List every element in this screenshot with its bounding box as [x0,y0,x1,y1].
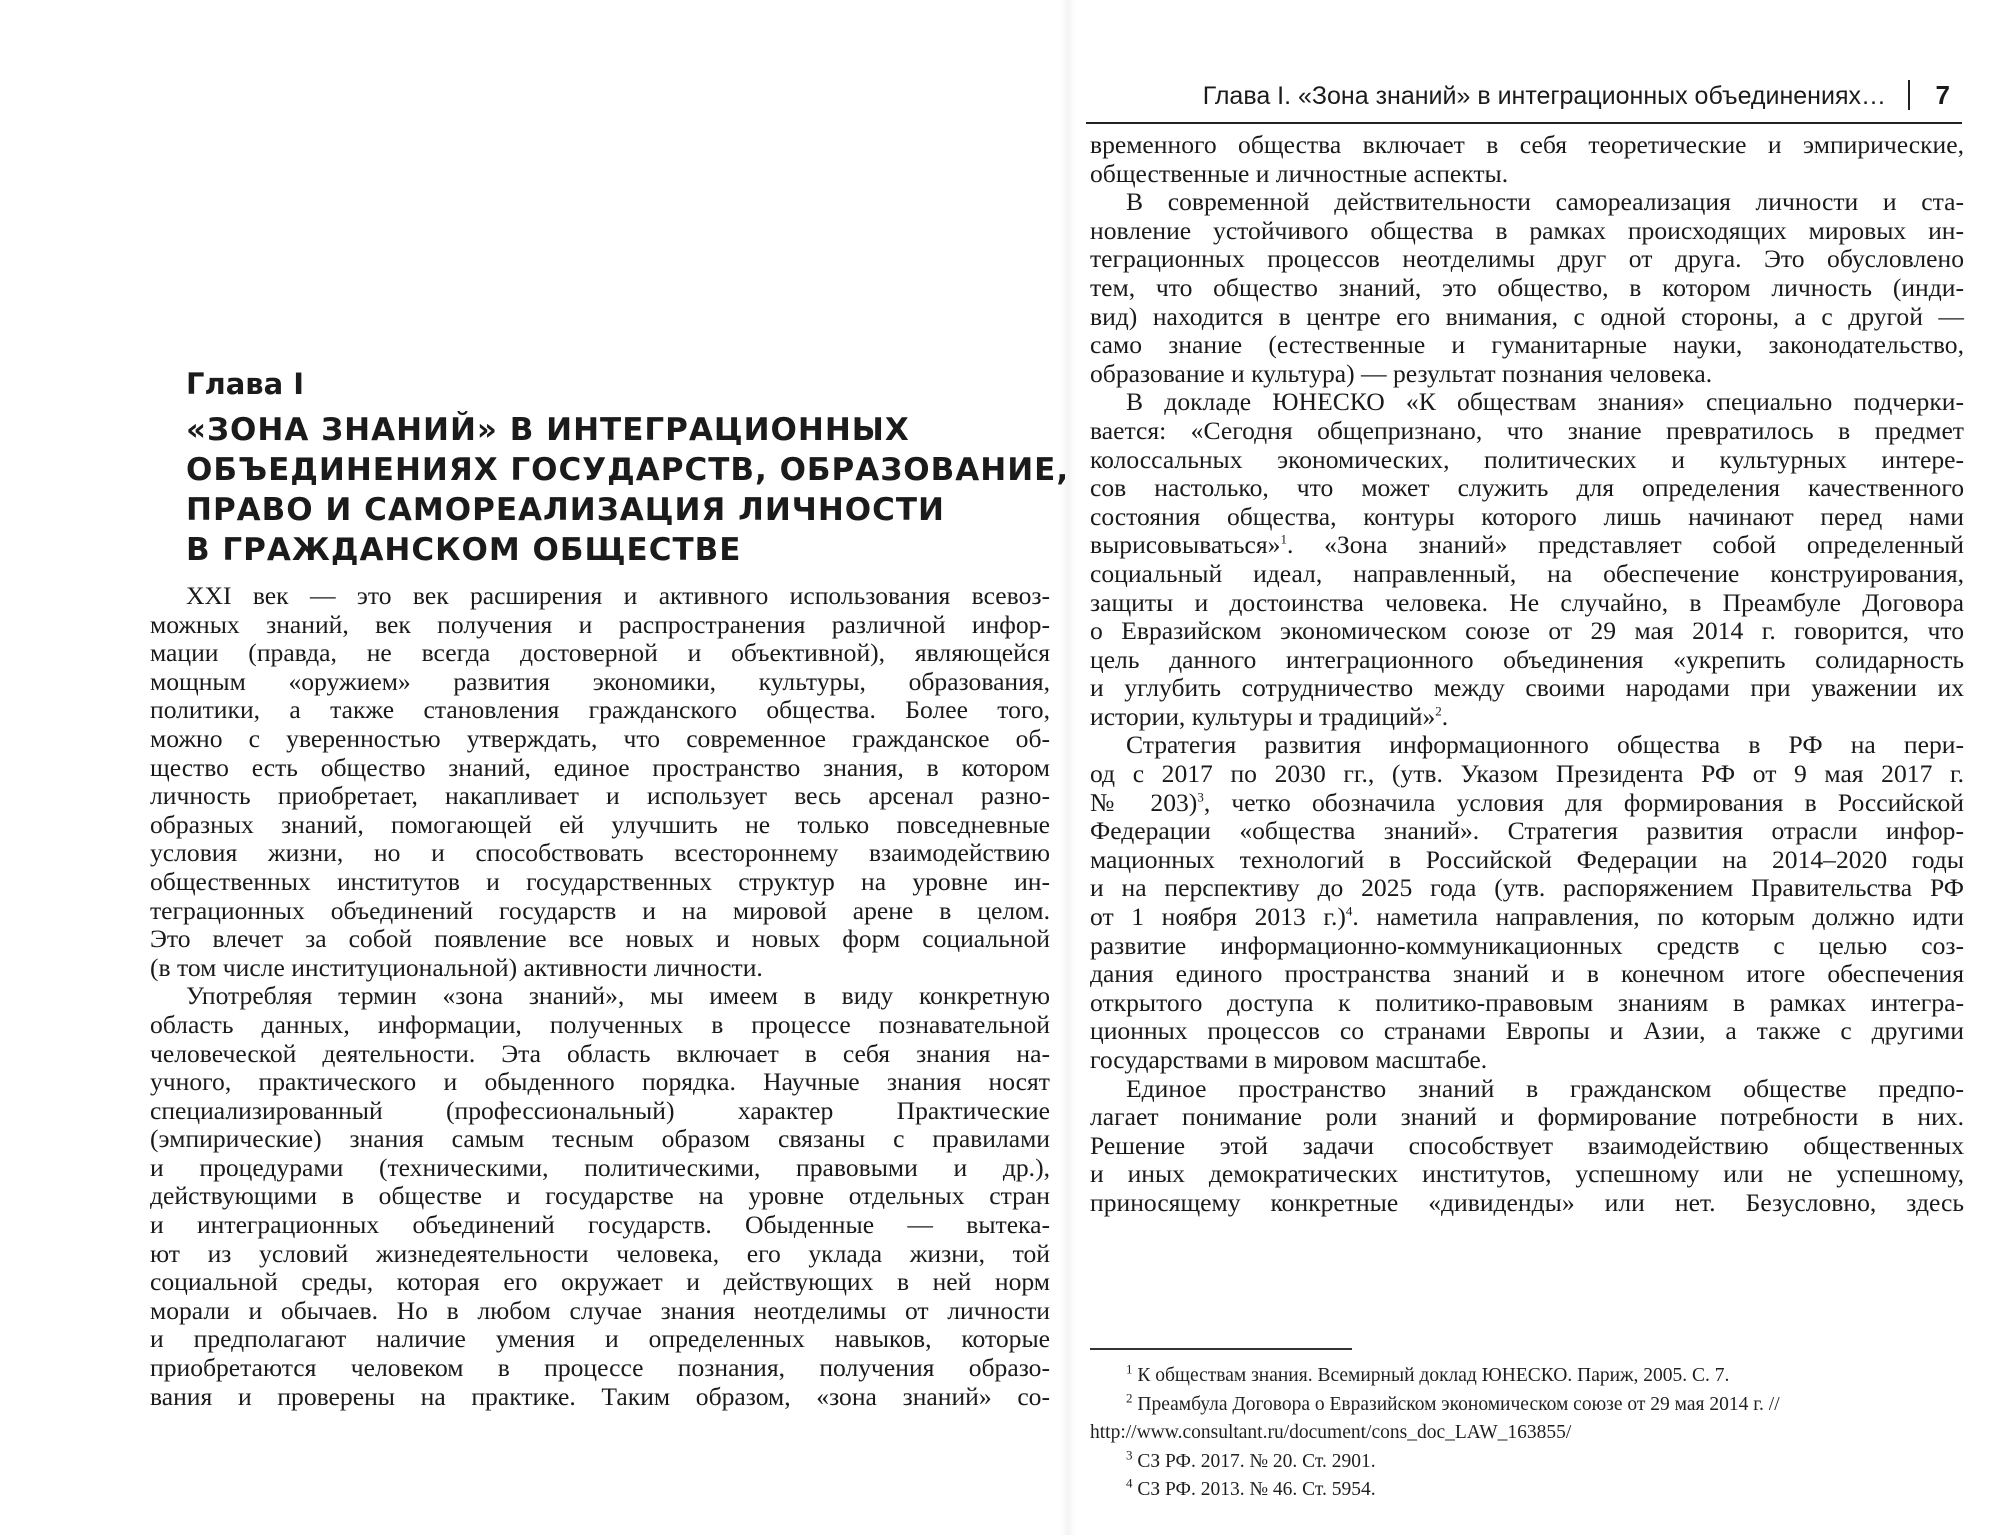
text-line: учного, практического и обыденного порядка. Научные знания носят [150,1067,1050,1097]
chapter-title-line: В ГРАЖДАНСКОМ ОБЩЕСТВЕ [186,532,742,568]
running-head [1086,78,1962,124]
text-line: теграционных процессов неотделимы друг от друга. Это обусловлено [1090,244,1964,274]
text-line: вид) находится в центре его внимания, с одной стороны, а с другой — [1090,301,1964,331]
text-line: В докладе ЮНЕСКО «К обществам знания» специально подчерки- [1126,387,1964,417]
text-line: Это влечет за собой появление все новых и новых форм социальной [150,924,1050,954]
text-line: морали и обычаев. Но в любом случае знания неотделимы от личности [150,1295,1050,1325]
footnote-text: К обществам знания. Всемирный доклад ЮНЕСКО. Париж, 2005. С. 7. [1137,1365,1730,1386]
text-line: новление устойчивого общества в рамках происходящих мировых ин- [1090,215,1964,245]
footnote-text: СЗ РФ. 2013. № 46. Ст. 5954. [1137,1479,1376,1500]
text-line: общественных институтов и государственных структур на уровне ин- [150,866,1050,896]
text-line: и предполагают наличие умения и определенных навыков, которые [150,1324,1050,1354]
chapter-title-line: «ЗОНА ЗНАНИЙ» В ИНТЕГРАЦИОННЫХ [186,412,910,448]
chapter-label: Глава I [186,367,305,401]
text-line: и на перспективу до 2025 года (утв. распоряжением Правительства РФ [1090,873,1964,903]
text-line: личность приобретает, накапливает и использует весь арсенал разно- [150,781,1050,811]
footnote-number: 2 [1126,1390,1133,1405]
text-line: Употребляя термин «зона знаний», мы имеем в виду конкретную [186,981,1050,1011]
footnote [1090,1391,1964,1420]
footnote-ref: 3 [1197,789,1204,805]
text-line-with-footnote [1090,531,1964,560]
text-segment: . «Зона знаний» представляет собой определенный [1286,530,1964,560]
text-line: условия жизни, но и способствовать всестороннему взаимодействию [150,838,1050,868]
text-line: XXI век — это век расширения и активного использования всевоз- [186,581,1050,610]
footnote-text: Преамбула Договора о Евразийском экономическом союзе от 29 мая 2014 г. // [1137,1393,1780,1415]
text-line: ционных процессов со странами Европы и Азии, а также с другими [1090,1016,1964,1046]
chapter-title-line: ОБЪЕДИНЕНИЯХ ГОСУДАРСТВ, ОБРАЗОВАНИЕ, [186,452,1070,488]
footnote [1090,1362,1964,1391]
text-line: можных знаний, век получения и распространения различной инфор- [150,609,1050,639]
right-page [1068,0,2000,1535]
text-line-with-footnote: истории, культуры и традиций»$^2$. [1090,701,1449,731]
text-line: щество есть общество знаний, единое пространство знания, в котором [150,752,1050,782]
chapter-title-line: ПРАВО И САМОРЕАЛИЗАЦИЯ ЛИЧНОСТИ [186,492,945,528]
text-line: вается: «Сегодня общепризнано, что знание превратилось в предмет [1090,415,1964,445]
chapter-title [186,410,1070,570]
text-line: тем, что общество знаний, это общество, в котором личность (инди- [1090,272,1964,302]
text-line: защиты и достоинства человека. Не случайно, в Преамбуле Договора [1090,587,1964,617]
text-line: человеческой деятельности. Эта область включает в себя знания на- [150,1038,1050,1068]
text-segment: истории, культуры и традиций» [1090,701,1436,731]
text-line-with-footnote [1090,789,1964,818]
running-head-title: Глава I. «Зона знаний» в интеграционных объединениях… [1202,82,1886,110]
text-line-with-footnote [1090,903,1964,932]
footnote-ref: 2 [1435,703,1442,719]
text-line: сов настолько, что может служить для определения качественного [1090,473,1964,503]
text-line: и интеграционных объединений государств. Обыденные — вытека- [150,1210,1050,1240]
running-head-separator [1908,80,1910,110]
left-body-text [150,582,1050,1411]
text-segment: от 1 ноября 2013 г.) [1090,902,1346,932]
chapter-heading [186,364,1070,570]
text-line: состояния общества, контуры которого лишь начинают перед нами [1090,501,1964,531]
text-line: од с 2017 по 2030 гг., (утв. Указом Президента РФ от 9 мая 2017 г. [1090,759,1964,789]
footnote-ref: 1 [1280,531,1287,547]
text-line: о Евразийском экономическом союзе от 29 мая 2014 г. говорится, что [1090,616,1964,646]
text-line: специализированный (профессиональный) характер Практические [150,1095,1050,1125]
footnote-ref: 4 [1345,903,1353,919]
text-segment: , четко обозначила условия для формирования в Российской [1203,787,1964,817]
footnote [1090,1476,1964,1505]
text-line: ют из условий жизнедеятельности человека, его уклада жизни, той [150,1238,1050,1268]
text-line: и процедурами (техническими, политическими, правовыми и др.), [150,1152,1050,1182]
text-line: Стратегия развития информационного общества в РФ на пери- [1126,730,1964,760]
text-line: Единое пространство знаний в гражданском обществе предпо- [1126,1073,1964,1103]
text-line: лагает понимание роли знаний и формирование потребности в них. [1090,1102,1964,1132]
footnote-text: СЗ РФ. 2017. № 20. Ст. 2901. [1137,1450,1376,1472]
text-line: открытого доступа к политико-правовым знаниям в рамках интегра- [1090,987,1964,1017]
text-line: цель данного интеграционного объединения «укрепить солидарность [1090,644,1964,674]
text-line: мации (правда, не всегда достоверной и объективной), являющейся [150,638,1050,668]
text-line: развитие информационно-коммуникационных средств с целью соз- [1090,930,1964,960]
text-line: и углубить сотрудничество между своими народами при уважении их [1090,673,1964,703]
text-line: Решение этой задачи способствует взаимодействию общественных [1090,1130,1964,1160]
page-number: 7 [1935,80,1950,110]
text-line: общественные и личностные аспекты. [1090,158,1509,188]
text-line: государствами в мировом масштабе. [1090,1045,1488,1074]
text-line: приносящему конкретные «дивиденды» или нет. Безусловно, здесь [1090,1187,1964,1217]
text-line: В современной действительности самореализация личности и ста- [1126,187,1964,217]
text-line: теграционных объединений государств и на мировой арене в целом. [150,895,1050,925]
footnote-number: 3 [1126,1447,1133,1462]
text-line: образование и культура) — результат познания человека. [1090,358,1713,388]
footnote-rule [1090,1348,1352,1350]
footnote-number: 1 [1126,1361,1133,1377]
text-line: социальной среды, которая его окружает и действующих в ней норм [150,1267,1050,1297]
text-line: образных знаний, помогающей ей улучшить не только повседневные [150,809,1050,839]
text-line: область данных, информации, полученных в процессе познавательной [150,1009,1050,1039]
text-line: и иных демократических институтов, успешному или не успешному, [1090,1159,1964,1189]
footnotes [1090,1362,1964,1505]
text-segment: вырисовываться» [1090,530,1281,560]
text-line: (в том числе институциональной) активности личности. [150,952,763,982]
text-segment: . наметила направления, по которым должно идти [1352,902,1964,932]
text-line: вания и проверены на практике. Таким образом, «зона знаний» со- [150,1381,1050,1411]
text-line: Федерации «общества знаний». Стратегия развития отрасли инфор- [1090,816,1964,846]
text-line: мационных технологий в Российской Федерации на 2014–2020 годы [1090,844,1964,874]
footnote-link[interactable]: http://www.consultant.ru/document/cons_doc_LAW_163855/ [1090,1422,1572,1443]
footnote [1090,1448,1964,1477]
footnote-number: 4 [1126,1475,1133,1491]
text-line: само знание (естественные и гуманитарные науки, законодательство, [1090,330,1964,360]
text-line: можно с уверенностью утверждать, что современное гражданское об- [150,723,1050,753]
text-line: временного общества включает в себя теоретические и эмпирические, [1090,130,1964,159]
right-body-text [1090,131,1964,1218]
text-line: политики, а также становления гражданского общества. Более того, [150,695,1050,725]
text-line: социальный идеал, направленный, на обеспечение конструирования, [1090,558,1964,588]
text-line: мощным «оружием» развития экономики, культуры, образования, [150,666,1050,696]
text-line: колоссальных экономических, политических и культурных интере- [1090,444,1964,474]
text-line: (эмпирические) знания самым тесным образом связаны с правилами [150,1124,1050,1154]
text-line: действующими в обществе и государстве на уровне отдельных стран [150,1181,1050,1211]
text-line: приобретаются человеком в процессе познания, получения образо- [150,1353,1050,1383]
text-line: дания единого пространства знаний и в конечном итоге обеспечения [1090,959,1964,989]
text-segment: № 203) [1090,787,1198,817]
